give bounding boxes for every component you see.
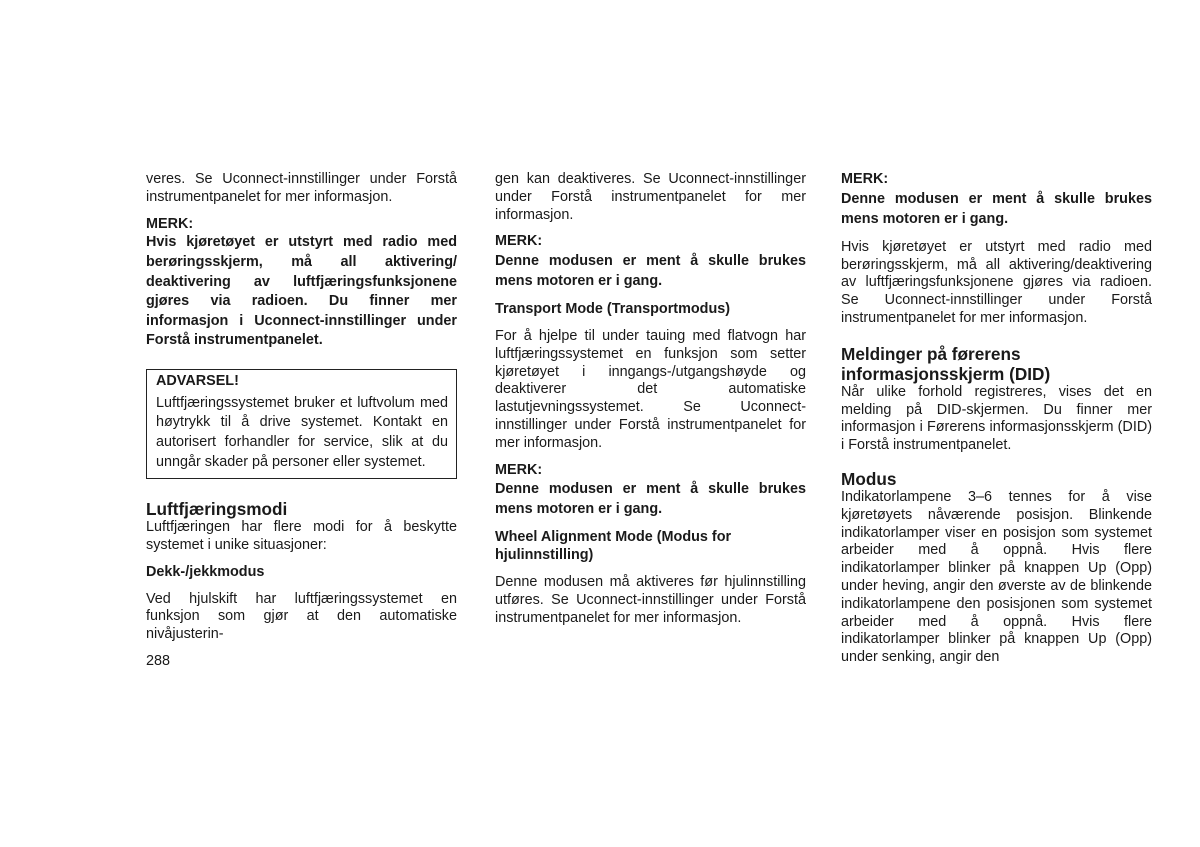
warning-text: Luftfjæringssystemet bruker et luftvolum med høytrykk til å drive systemet. Kontakt en autorisert forhandler for service, slik at du unngår skader på personer eller systemet. bbox=[156, 394, 448, 470]
col2-note1-label: MERK: bbox=[495, 233, 543, 250]
col3-did-heading: Meldinger på førerens informasjonsskjerm (DID) bbox=[841, 343, 1051, 384]
col3-note-text: Denne modusen er ment å skulle brukes mens motoren er i gang. bbox=[841, 190, 1152, 227]
col1-subheading: Dekk-/jekkmodus bbox=[146, 563, 265, 580]
col2-note2-text: Denne modusen er ment å skulle brukes mens motoren er i gang. bbox=[495, 481, 806, 518]
col2-intro-paragraph: gen kan deaktiveres. Se Uconnect-innstillinger under Forstå instrumentpanelet for mer informasjon. bbox=[495, 171, 806, 223]
col3-did-text: Når ulike forhold registreres, vises det en melding på DID-skjermen. Du finner mer informasjon i Førerens informasjonsskjerm (DID) i Forstå instrumentpanelet. bbox=[841, 383, 1152, 454]
middle-column bbox=[495, 171, 806, 635]
left-column bbox=[146, 171, 457, 652]
col3-modus-text: Indikatorlampene 3–6 tennes for å vise kjøretøyets nåværende posisjon. Blinkende indikatorlamper viser en posisjon som systemet arbeider med å oppnå. Hvis flere indikatorlamper blinker på knappen Up (Opp) under heving, angir den øverste av de blinkende indikatorlampene den posisjonen som systemet arbeider med å oppnå. Hvis flere indikatorlamper blinker på knappen Up (Opp) under senking, angir den bbox=[841, 488, 1152, 666]
warning-box bbox=[146, 369, 457, 479]
col1-subheading-text: Ved hjulskift har luftfjæringssystemet en funksjon som gjør at den automatiske nivåjusterin- bbox=[146, 590, 457, 643]
col1-section-heading: Luftfjæringsmodi bbox=[146, 499, 288, 520]
col1-note-label: MERK: bbox=[146, 215, 194, 232]
col3-modus-heading: Modus bbox=[841, 468, 897, 489]
col2-wheel-heading: Wheel Alignment Mode (Modus for hjulinnstilling) bbox=[495, 529, 732, 564]
col2-wheel-text: Denne modusen må aktiveres før hjulinnstilling utføres. Se Uconnect-innstillinger under Forstå instrumentpanelet for mer informasjon. bbox=[495, 573, 806, 626]
col2-note2-label: MERK: bbox=[495, 461, 543, 478]
warning-label: ADVARSEL! bbox=[156, 372, 239, 389]
col3-note-label: MERK: bbox=[841, 171, 889, 187]
col2-transport-text: For å hjelpe til under tauing med flatvogn har luftfjæringssystemet en funksjon som setter kjøretøyet i inngangs-/utgangshøyde og deaktiverer det automatiske lastutjevningssystemet. Se Uconnect-innstillinger under Forstå instrumentpanelet for mer informasjon. bbox=[495, 327, 806, 451]
right-column bbox=[841, 171, 1152, 675]
page-number: 288 bbox=[146, 653, 171, 669]
col3-radio-paragraph: Hvis kjøretøyet er utstyrt med radio med berøringsskjerm, må all aktivering/deaktivering av luftfjæringsfunksjonene gjøres via radioen. Se Uconnect-innstillinger under Forstå instrumentpanelet for mer informasjon. bbox=[841, 238, 1152, 326]
col1-section-text: Luftfjæringen har flere modi for å beskytte systemet i unike situasjoner: bbox=[146, 519, 457, 553]
col1-note-text: Hvis kjøretøyet er utstyrt med radio med berøringsskjerm, må all aktivering/ deaktivering av luftfjæringsfunksjonene gjøres via radioen. Du finner mer informasjon i Uconnect-innstillinger under Forstå instrumentpanelet. bbox=[146, 234, 457, 349]
col2-note1-text: Denne modusen er ment å skulle brukes mens motoren er i gang. bbox=[495, 253, 806, 290]
col1-intro-paragraph: veres. Se Uconnect-innstillinger under Forstå instrumentpanelet for mer informasjon. bbox=[146, 171, 457, 205]
col2-transport-heading: Transport Mode (Transportmodus) bbox=[495, 301, 731, 318]
